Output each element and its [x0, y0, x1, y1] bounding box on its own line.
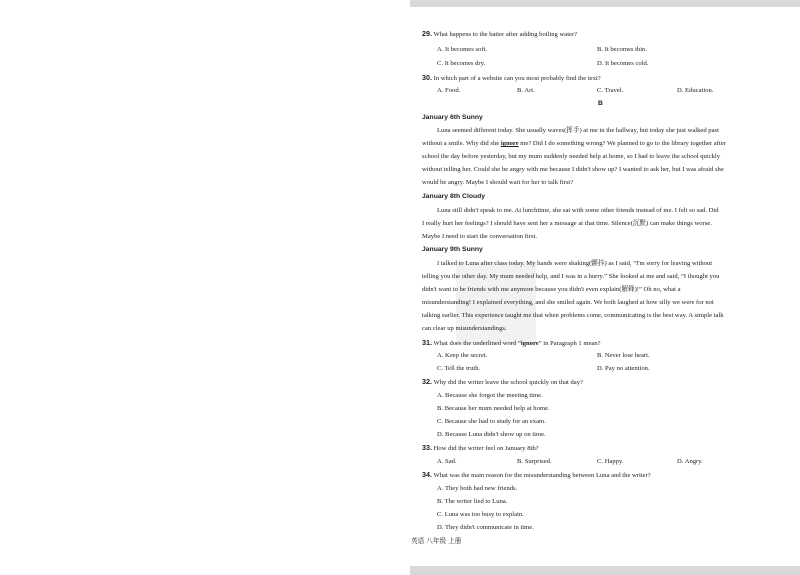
option-34-b: B. The writer lied to Luna.: [437, 498, 508, 505]
question-number: 33.: [422, 443, 432, 452]
diary-date-jan-8: January 8th Cloudy: [422, 193, 486, 200]
question-34: [422, 470, 651, 480]
diary-date-jan-9: January 9th Sunny: [422, 246, 483, 253]
option-29-c: C. It becomes dry.: [437, 60, 486, 67]
option-34-c: C. Luna was too busy to explain.: [437, 511, 524, 518]
paragraph-1-line: Luna seemed different today. She usually waves(挥手) at me in the hallway, but today she just walked past: [437, 127, 719, 134]
bottom-page-edge: [410, 566, 800, 575]
option-30-c: C. Travel.: [597, 87, 624, 94]
underlined-word: ignore: [500, 140, 519, 147]
option-30-d: D. Education.: [677, 87, 714, 94]
option-31-a: A. Keep the secret.: [437, 352, 488, 359]
question-30: [422, 73, 601, 83]
option-29-a: A. It becomes soft.: [437, 46, 487, 53]
option-31-c: C. Tell the truth.: [437, 365, 481, 372]
question-text: Why did the writer leave the school quickly on that day?: [433, 379, 583, 386]
section-heading: B: [598, 100, 603, 107]
paragraph-3-line: didn't want to be friends with me anymore because you didn't even explain(解释)!” Oh no, what a: [422, 286, 681, 293]
question-text: What was the main reason for the misunderstanding between Luna and the writer?: [433, 472, 651, 479]
paragraph-3-line: misunderstanding! I explained everything, and she smiled again. We both laughed at how silly we were for not: [422, 299, 714, 306]
paragraph-3-line: can clear up misunderstandings.: [422, 325, 507, 332]
keyword: ignore: [520, 340, 539, 347]
diary-date-jan-6: January 6th Sunny: [422, 114, 483, 121]
option-29-b: B. It becomes thin.: [597, 46, 647, 53]
option-31-d: D. Pay no attention.: [597, 365, 650, 372]
question-number: 29.: [422, 29, 432, 38]
option-30-a: A. Food.: [437, 87, 461, 94]
question-29: [422, 29, 577, 39]
paragraph-2-line: Luna still didn't speak to me. At lunchtime, she sat with some other friends instead of me. I felt so sad. Did: [437, 207, 719, 214]
option-30-b: B. Art.: [517, 87, 535, 94]
paragraph-3-line: talking earlier. This experience taught me that when problems come, communicating is the best way. A simple talk: [422, 312, 724, 319]
option-33-a: A. Sad.: [437, 458, 457, 465]
question-text: What happens to the batter after adding boiling water?: [433, 31, 578, 38]
question-number: 31.: [422, 338, 432, 347]
question-number: 34.: [422, 470, 432, 479]
option-29-d: D. It becomes cold.: [597, 60, 649, 67]
paragraph-1-line: without telling her. Could she be angry with me because I didn't show up? I wanted to ask her, but I was afraid she: [422, 166, 724, 173]
paragraph-1-line: school the day before yesterday, but my mum suddenly needed help at home, so I had to leave the school quickly: [422, 153, 721, 160]
option-34-a: A. They both had new friends.: [437, 485, 518, 492]
option-33-c: C. Happy.: [597, 458, 624, 465]
option-32-b: B. Because her mum needed help at home.: [437, 405, 550, 412]
text-span: me? Did I do something wrong? We planned to go to the library together after: [518, 140, 726, 147]
option-33-b: B. Surprised.: [517, 458, 552, 465]
question-number: 32.: [422, 377, 432, 386]
option-32-a: A. Because she forgot the meeting time.: [437, 392, 543, 399]
paragraph-2-line: Maybe I need to start the conversation first.: [422, 233, 537, 240]
option-32-c: C. Because she had to study for an exam.: [437, 418, 546, 425]
paragraph-2-line: I really hurt her feelings? I should have sent her a message at that time. Silence(沉默) can make things worse.: [422, 220, 712, 227]
question-33: [422, 443, 539, 453]
question-text: How did the writer feel on January 8th?: [433, 445, 539, 452]
option-33-d: D. Angry.: [677, 458, 703, 465]
paragraph-3-line: I talked to Luna after class today. My hands were shaking(颤抖) as I said, “I'm sorry for leaving without: [437, 260, 713, 267]
text-span: without a smile. Why did she: [422, 140, 501, 147]
paragraph-1-line: would be angry. Maybe I should wait for her to talk first?: [422, 179, 574, 186]
question-text: What does the underlined word “: [433, 340, 521, 347]
paragraph-3-line: telling you the other day. My mum needed help, and I was in a hurry.” She looked at me and said, “I thought you: [422, 273, 720, 280]
page-footer: 英语 八年级 上册: [411, 537, 462, 545]
top-page-edge: [410, 0, 800, 7]
option-34-d: D. They didn't communicate in time.: [437, 524, 534, 531]
question-32: [422, 377, 583, 387]
question-number: 30.: [422, 73, 432, 82]
question-31: [422, 338, 601, 348]
question-text: ” in Paragraph 1 mean?: [538, 340, 601, 347]
question-text: In which part of a website can you most probably find the text?: [433, 75, 601, 82]
option-31-b: B. Never lose heart.: [597, 352, 650, 359]
option-32-d: D. Because Luna didn't show up on time.: [437, 431, 546, 438]
paragraph-1-line: [422, 139, 726, 148]
